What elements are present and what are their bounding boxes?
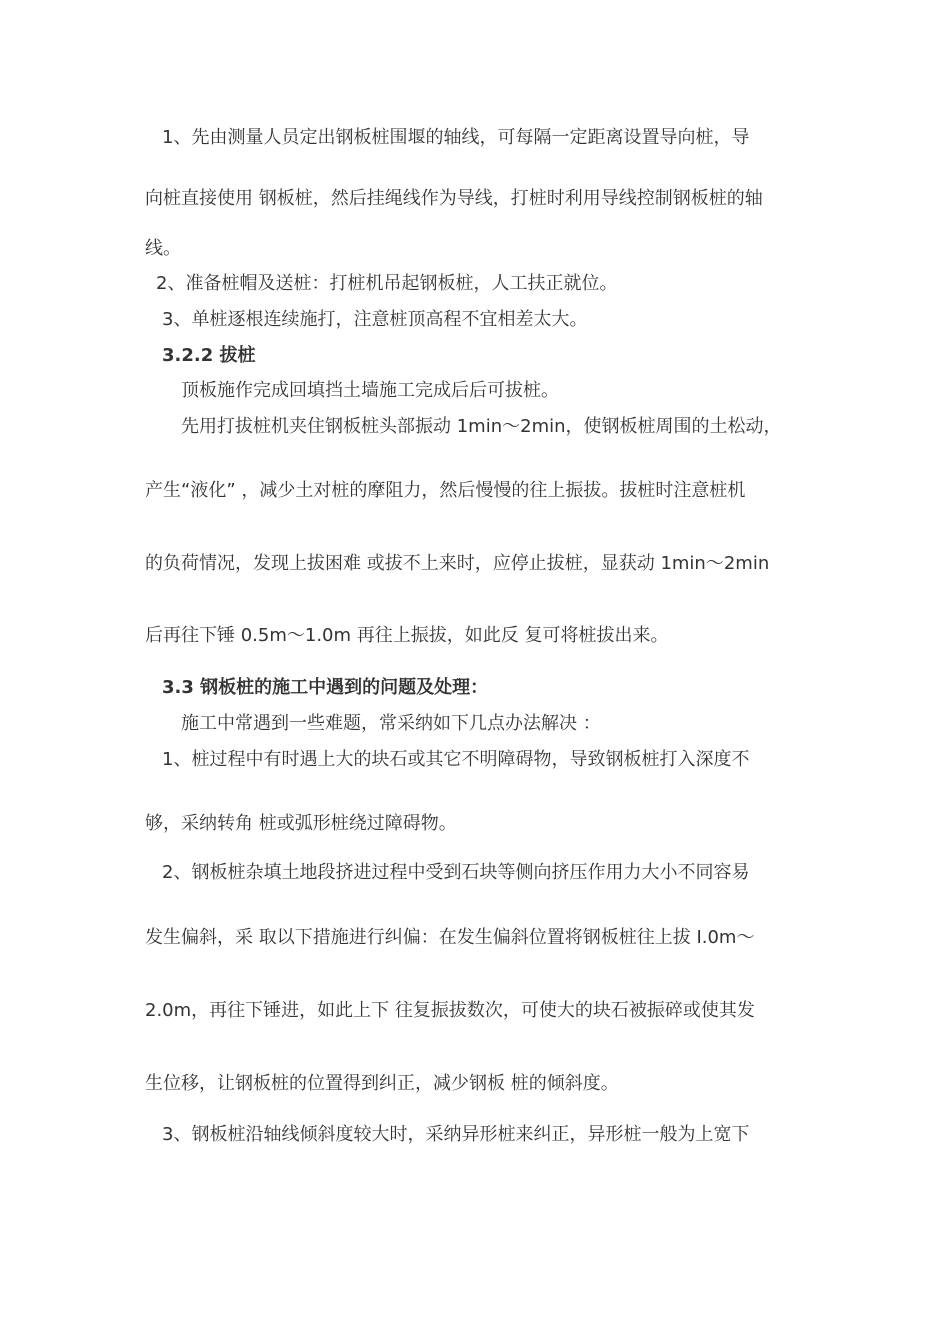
paragraph-line: 够，采纳转角 桩或弧形桩绕过障碍物。 xyxy=(145,813,457,834)
paragraph-line: 2.0m，再往下锤进，如此上下 往复振拔数次，可使大的块石被振碎或使其发 xyxy=(145,1000,755,1021)
section-heading: 3.3 钢板桩的施工中遇到的问题及处理： xyxy=(162,677,489,698)
paragraph-line: 1、先由测量人员定出钢板桩围堰的轴线，可每隔一定距离设置导向桩，导 xyxy=(162,127,750,148)
paragraph-line: 顶板施作完成回填挡土墙施工完成后后可拔桩。 xyxy=(181,380,559,401)
paragraph-line: 3、钢板桩沿轴线倾斜度较大时，采纳异形桩来纠正，异形桩一般为上宽下 xyxy=(162,1124,750,1145)
paragraph-line: 1、桩过程中有时遇上大的块石或其它不明障碍物，导致钢板桩打入深度不 xyxy=(162,749,750,770)
paragraph-line: 的负荷情况，发现上拔困难 或拔不上来时，应停止拔桩，显获动 1min～2min xyxy=(145,553,770,574)
paragraph-line: 2、准备桩帽及送桩：打桩机吊起钢板桩，人工扶正就位。 xyxy=(156,273,618,294)
paragraph-line: 向桩直接使用 钢板桩，然后挂绳线作为导线，打桩时利用导线控制钢板桩的轴 xyxy=(145,188,763,209)
paragraph-line: 线。 xyxy=(145,238,181,259)
section-heading: 3.2.2 拔桩 xyxy=(162,345,256,366)
paragraph-line: 2、钢板桩杂填土地段挤进过程中受到石块等侧向挤压作用力大小不同容易 xyxy=(162,862,750,883)
paragraph-line: 后再往下锤 0.5m～1.0m 再往上振拔，如此反 复可将桩拔出来。 xyxy=(145,625,669,646)
paragraph-line: 产生“液化” ，减少土对桩的摩阻力，然后慢慢的往上振拔。拔桩时注意桩机 xyxy=(145,480,746,501)
paragraph-line: 先用打拔桩机夹住钢板桩头部振动 1min～2min，使钢板桩周围的土松动， xyxy=(181,416,782,437)
paragraph-line: 发生偏斜，采 取以下措施进行纠偏：在发生偏斜位置将钢板桩往上拔 I.0m～ xyxy=(145,927,755,948)
paragraph-line: 生位移，让钢板桩的位置得到纠正，减少钢板 桩的倾斜度。 xyxy=(145,1073,619,1094)
paragraph-line: 3、单桩逐根连续施打，注意桩顶高程不宜相差太大。 xyxy=(162,309,588,330)
paragraph-line: 施工中常遇到一些难题，常采纳如下几点办法解决 ： xyxy=(181,713,601,734)
